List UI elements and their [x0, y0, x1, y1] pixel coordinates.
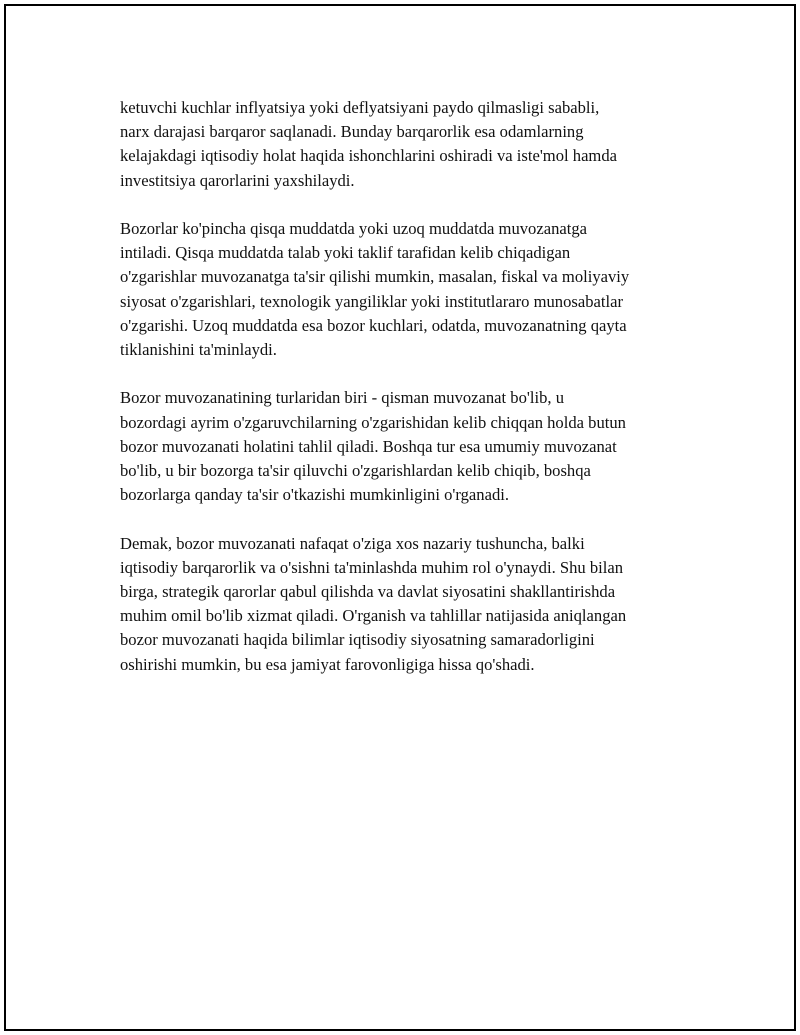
paragraph-line: ketuvchi kuchlar inflyatsiya yoki deflyatsiyani paydo qilmasligi sababli,	[120, 98, 600, 117]
paragraph-line: muhim omil bo'lib xizmat qiladi. O'rganish va tahlillar natijasida aniqlangan	[120, 606, 627, 626]
document-body	[120, 96, 690, 701]
paragraph-line: Bozor muvozanatining turlaridan biri - qisman muvozanat bo'lib, u	[120, 388, 565, 408]
paragraph-line: birga, strategik qarorlar qabul qilishda va davlat siyosatini shakllantirishda	[120, 582, 616, 602]
paragraph-line: o'zgarishi. Uzoq muddatda esa bozor kuchlari, odatda, muvozanatning qayta	[120, 315, 627, 335]
page-frame	[4, 4, 796, 1031]
paragraph-line: narx darajasi barqaror saqlanadi. Bunday barqarorlik esa odamlarning	[120, 122, 584, 142]
paragraph-line: iqtisodiy barqarorlik va o'sishni ta'minlashda muhim rol o'ynaydi. Shu bilan	[120, 557, 624, 577]
paragraph-line: tiklanishini ta'minlaydi.	[120, 340, 277, 360]
paragraph-line: o'zgarishlar muvozanatga ta'sir qilishi mumkin, masalan, fiskal va moliyaviy	[120, 267, 630, 287]
paragraph-line: bozor muvozanati haqida bilimlar iqtisodiy siyosatning samaradorligini	[120, 630, 595, 650]
paragraph-3	[120, 386, 690, 507]
paragraph-line: oshirishi mumkin, bu esa jamiyat farovonligiga hissa qo'shadi.	[120, 654, 535, 674]
paragraph-1	[120, 96, 690, 193]
paragraph-4	[120, 532, 690, 677]
paragraph-line: kelajakdagi iqtisodiy holat haqida ishonchlarini oshiradi va iste'mol hamda	[120, 146, 618, 166]
paragraph-line: investitsiya qarorlarini yaxshilaydi.	[120, 170, 355, 190]
paragraph-line: bozordagi ayrim o'zgaruvchilarning o'zgarishidan kelib chiqqan holda butun	[120, 412, 626, 432]
paragraph-line: Bozorlar ko'pincha qisqa muddatda yoki uzoq muddatda muvozanatga	[120, 219, 588, 238]
paragraph-line: bozor muvozanati holatini tahlil qiladi. Boshqa tur esa umumiy muvozanat	[120, 436, 617, 456]
paragraph-line: intiladi. Qisqa muddatda talab yoki taklif tarafidan kelib chiqadigan	[120, 243, 571, 263]
paragraph-line: siyosat o'zgarishlari, texnologik yangiliklar yoki institutlararo munosabatlar	[120, 291, 623, 311]
paragraph-line: bozorlarga qanday ta'sir o'tkazishi mumkinligini o'rganadi.	[120, 485, 510, 505]
paragraph-2	[120, 217, 690, 362]
paragraph-line: Demak, bozor muvozanati nafaqat o'ziga xos nazariy tushuncha, balki	[120, 533, 585, 553]
paragraph-line: bo'lib, u bir bozorga ta'sir qiluvchi o'zgarishlardan kelib chiqib, boshqa	[120, 461, 591, 481]
